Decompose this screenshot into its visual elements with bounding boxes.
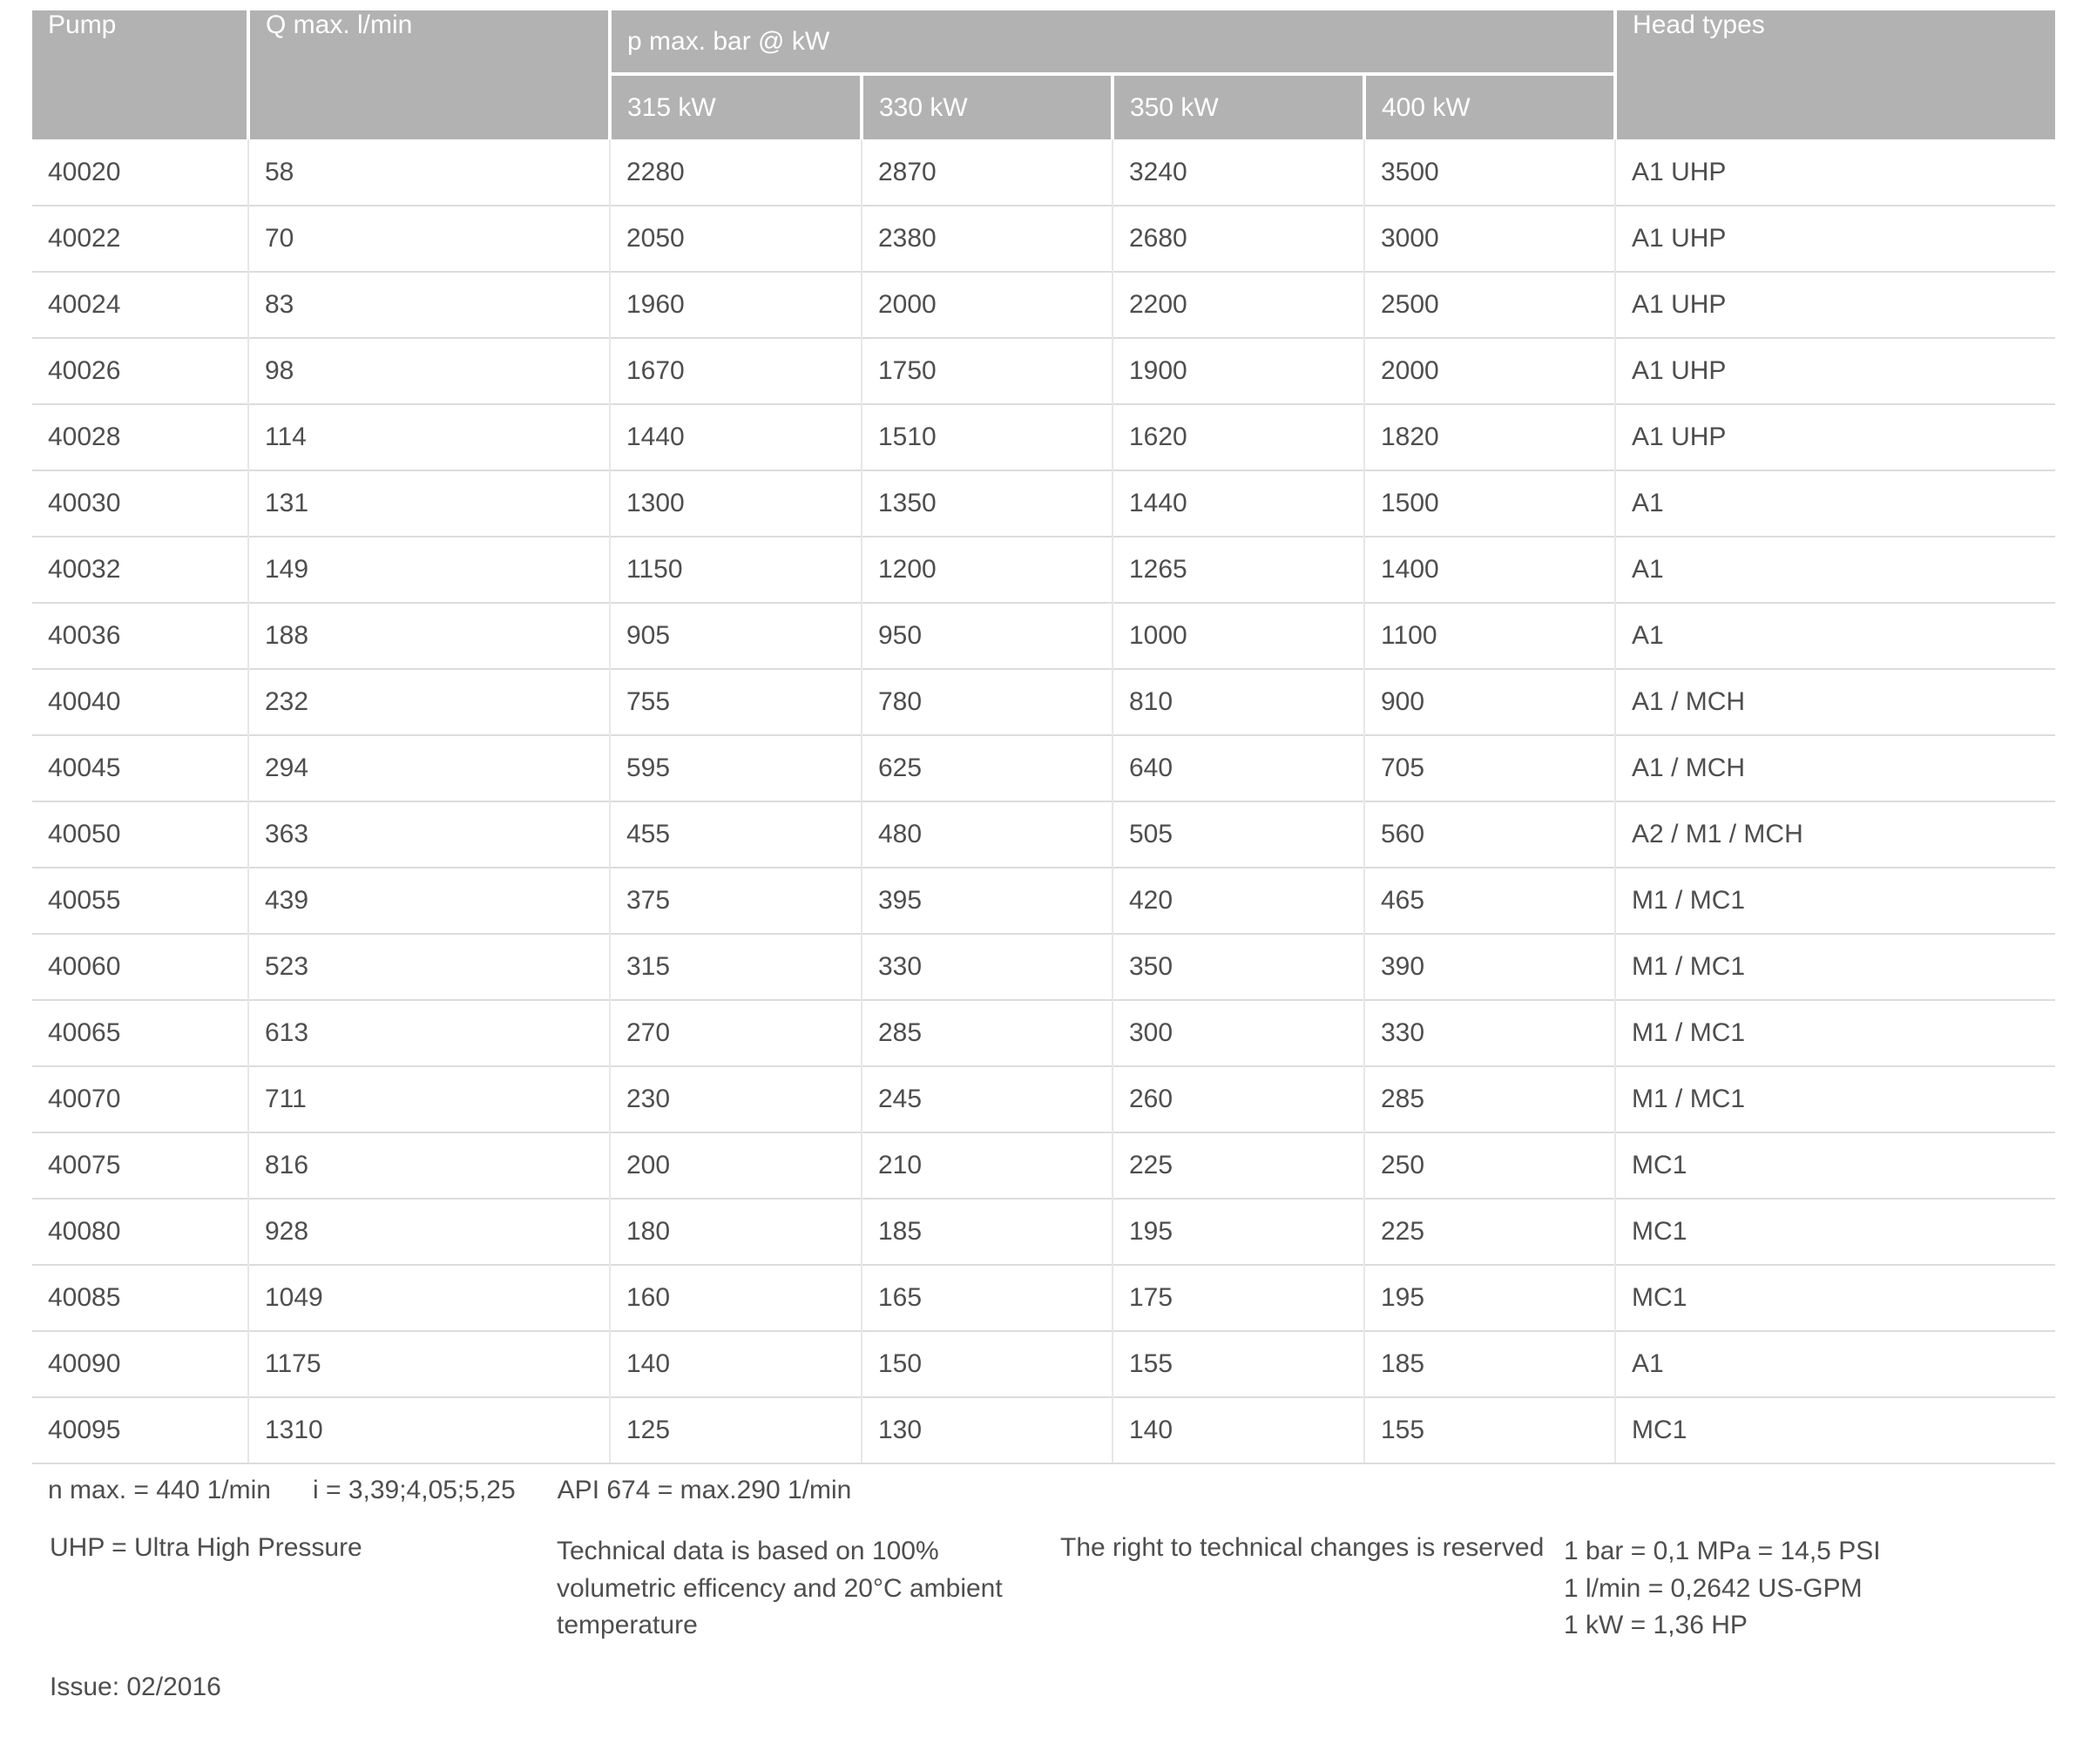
cell-p315: 1960 (610, 272, 862, 338)
cell-head: A1 (1615, 537, 2055, 603)
cell-p350: 640 (1113, 735, 1364, 801)
cell-pump: 40070 (32, 1066, 248, 1132)
footnote-conversion-kw: 1 kW = 1,36 HP (1564, 1611, 1748, 1640)
cell-p400: 195 (1364, 1265, 1615, 1331)
cell-p350: 225 (1113, 1132, 1364, 1199)
cell-p400: 390 (1364, 934, 1615, 1000)
cell-p315: 905 (610, 603, 862, 669)
cell-p350: 155 (1113, 1331, 1364, 1397)
column-header-330kw: 330 kW (862, 74, 1113, 139)
cell-p330: 130 (862, 1397, 1113, 1463)
cell-p350: 140 (1113, 1397, 1364, 1463)
cell-pump: 40080 (32, 1199, 248, 1265)
cell-qmax: 149 (248, 537, 610, 603)
cell-p330: 625 (862, 735, 1113, 801)
cell-p330: 780 (862, 669, 1113, 735)
table-header (32, 10, 2055, 139)
table-row (32, 1199, 2055, 1265)
column-header-315kw: 315 kW (610, 74, 862, 139)
cell-p350: 2200 (1113, 272, 1364, 338)
cell-qmax: 613 (248, 1000, 610, 1066)
cell-p400: 1400 (1364, 537, 1615, 603)
cell-pump: 40045 (32, 735, 248, 801)
cell-p315: 180 (610, 1199, 862, 1265)
cell-p330: 285 (862, 1000, 1113, 1066)
cell-qmax: 114 (248, 404, 610, 470)
table-row (32, 735, 2055, 801)
cell-p315: 160 (610, 1265, 862, 1331)
cell-p350: 1000 (1113, 603, 1364, 669)
cell-p315: 125 (610, 1397, 862, 1463)
cell-p315: 455 (610, 801, 862, 868)
table-row (32, 603, 2055, 669)
cell-p315: 200 (610, 1132, 862, 1199)
cell-p350: 300 (1113, 1000, 1364, 1066)
cell-pump: 40075 (32, 1132, 248, 1199)
cell-p330: 150 (862, 1331, 1113, 1397)
cell-qmax: 232 (248, 669, 610, 735)
table-row (32, 470, 2055, 537)
cell-p315: 375 (610, 868, 862, 934)
cell-head: A1 (1615, 470, 2055, 537)
cell-p350: 1620 (1113, 404, 1364, 470)
cell-p330: 1510 (862, 404, 1113, 470)
cell-p315: 315 (610, 934, 862, 1000)
column-header-pump: Pump (32, 10, 248, 139)
footnote-nmax: n max. = 440 1/min (48, 1476, 271, 1504)
cell-p350: 175 (1113, 1265, 1364, 1331)
cell-pump: 40060 (32, 934, 248, 1000)
cell-p400: 1100 (1364, 603, 1615, 669)
cell-pump: 40022 (32, 206, 248, 272)
column-header-head-types: Head types (1615, 10, 2055, 139)
cell-head: MC1 (1615, 1199, 2055, 1265)
cell-qmax: 1049 (248, 1265, 610, 1331)
table-row (32, 139, 2055, 206)
footnote-conversions (1564, 1533, 1881, 1645)
table-row (32, 206, 2055, 272)
cell-head: A1 (1615, 603, 2055, 669)
cell-p330: 1750 (862, 338, 1113, 404)
cell-p330: 185 (862, 1199, 1113, 1265)
table-row (32, 868, 2055, 934)
cell-p350: 2680 (1113, 206, 1364, 272)
cell-pump: 40036 (32, 603, 248, 669)
cell-pump: 40065 (32, 1000, 248, 1066)
table-row (32, 934, 2055, 1000)
cell-pump: 40030 (32, 470, 248, 537)
cell-head: A1 UHP (1632, 157, 1727, 186)
footnote-ratio: i = 3,39;4,05;5,25 (312, 1476, 516, 1504)
cell-pump: 40085 (32, 1265, 248, 1331)
cell-qmax: 1175 (248, 1331, 610, 1397)
footnote-uhp: UHP = Ultra High Pressure (50, 1533, 362, 1562)
cell-head: A1 UHP (1615, 206, 2055, 272)
cell-qmax: 928 (248, 1199, 610, 1265)
cell-pump: 40090 (32, 1331, 248, 1397)
table-row (32, 272, 2055, 338)
cell-p400: 900 (1364, 669, 1615, 735)
cell-qmax: 439 (248, 868, 610, 934)
cell-p330: 165 (862, 1265, 1113, 1331)
table-row (32, 801, 2055, 868)
footnote-api: API 674 = max.290 1/min (557, 1476, 852, 1504)
cell-head: M1 / MC1 (1615, 1066, 2055, 1132)
footnotes-section (32, 1463, 2055, 1764)
cell-head: M1 / MC1 (1615, 868, 2055, 934)
cell-head: MC1 (1615, 1265, 2055, 1331)
cell-head: A1 UHP (1615, 338, 2055, 404)
cell-pump: 40050 (32, 801, 248, 868)
cell-p400: 330 (1364, 1000, 1615, 1066)
table-row (32, 1397, 2055, 1463)
cell-p330: 1350 (862, 470, 1113, 537)
cell-p330: 950 (862, 603, 1113, 669)
cell-p315: 140 (610, 1331, 862, 1397)
table-row (32, 1132, 2055, 1199)
cell-head: A1 UHP (1615, 404, 2055, 470)
pump-spec-table (32, 10, 2055, 1464)
cell-pump: 40026 (32, 338, 248, 404)
cell-p400: 250 (1364, 1132, 1615, 1199)
cell-p400: 465 (1364, 868, 1615, 934)
cell-qmax: 70 (248, 206, 610, 272)
cell-p315: 270 (610, 1000, 862, 1066)
cell-p315: 2280 (610, 139, 862, 206)
cell-p330: 245 (862, 1066, 1113, 1132)
cell-p330: 2380 (862, 206, 1113, 272)
cell-head: M1 / MC1 (1615, 1000, 2055, 1066)
footnote-technical-line2: volumetric efficency and 20°C ambient (557, 1573, 1003, 1603)
cell-p315: 230 (610, 1066, 862, 1132)
cell-p350: 260 (1113, 1066, 1364, 1132)
cell-p400: 185 (1364, 1331, 1615, 1397)
column-header-350kw: 350 kW (1113, 74, 1364, 139)
table-row (32, 1331, 2055, 1397)
table-body (32, 139, 2055, 1463)
cell-p350: 1440 (1113, 470, 1364, 537)
cell-head: A1 (1615, 1331, 2055, 1397)
cell-pump: 40055 (32, 868, 248, 934)
cell-head: A1 / MCH (1615, 735, 2055, 801)
cell-p400: 285 (1364, 1066, 1615, 1132)
cell-p400: 155 (1364, 1397, 1615, 1463)
cell-p330: 330 (862, 934, 1113, 1000)
cell-pump: 40020 (32, 139, 248, 206)
cell-head: M1 / MC1 (1615, 934, 2055, 1000)
column-header-qmax: Q max. l/min (248, 10, 610, 139)
cell-p315: 595 (610, 735, 862, 801)
cell-p350: 505 (1113, 801, 1364, 868)
cell-p350: 810 (1113, 669, 1364, 735)
cell-qmax: 363 (248, 801, 610, 868)
cell-qmax: 294 (248, 735, 610, 801)
cell-p330: 2000 (862, 272, 1113, 338)
cell-p350: 350 (1113, 934, 1364, 1000)
footnote-conversion-bar: 1 bar = 0,1 MPa = 14,5 PSI (1564, 1537, 1881, 1565)
cell-head: A1 / MCH (1615, 669, 2055, 735)
cell-head: A1 UHP (1615, 272, 2055, 338)
cell-p400: 2000 (1364, 338, 1615, 404)
cell-p400: 3000 (1364, 206, 1615, 272)
table-row (32, 404, 2055, 470)
cell-p350: 3240 (1113, 139, 1364, 206)
cell-pump: 40040 (32, 669, 248, 735)
cell-p400: 560 (1364, 801, 1615, 868)
cell-p330: 480 (862, 801, 1113, 868)
footnote-technical-line3: temperature (557, 1611, 698, 1640)
table-row (32, 669, 2055, 735)
table-row (32, 1000, 2055, 1066)
cell-head: MC1 (1615, 1397, 2055, 1463)
cell-p315: 1150 (610, 537, 862, 603)
cell-p400: 2500 (1364, 272, 1615, 338)
issue-label: Issue: 02/2016 (50, 1673, 221, 1701)
table-row (32, 1066, 2055, 1132)
cell-qmax: 816 (248, 1132, 610, 1199)
cell-p400: 1500 (1364, 470, 1615, 537)
cell-p315: 1670 (610, 338, 862, 404)
cell-qmax: 188 (248, 603, 610, 669)
column-header-400kw: 400 kW (1364, 74, 1615, 139)
cell-pump: 40024 (32, 272, 248, 338)
footnote-parameters-line (48, 1476, 851, 1505)
cell-qmax: 523 (248, 934, 610, 1000)
cell-qmax: 58 (248, 139, 610, 206)
cell-p400: 3500 (1364, 139, 1615, 206)
footnote-technical-line1: Technical data is based on 100% (557, 1537, 939, 1565)
cell-p350: 420 (1113, 868, 1364, 934)
table-row (32, 537, 2055, 603)
cell-p315: 1440 (610, 404, 862, 470)
footnote-conversion-lmin: 1 l/min = 0,2642 US-GPM (1564, 1573, 1863, 1603)
cell-qmax: 131 (248, 470, 610, 537)
cell-pump: 40095 (32, 1397, 248, 1463)
cell-qmax: 711 (248, 1066, 610, 1132)
cell-pump: 40028 (32, 404, 248, 470)
cell-p400: 1820 (1364, 404, 1615, 470)
cell-p330: 1200 (862, 537, 1113, 603)
cell-head: A2 / M1 / MCH (1615, 801, 2055, 868)
cell-p400: 225 (1364, 1199, 1615, 1265)
table-row (32, 338, 2055, 404)
cell-p315: 755 (610, 669, 862, 735)
cell-qmax: 83 (248, 272, 610, 338)
footnote-rights: The right to technical changes is reserved (1060, 1533, 1545, 1562)
cell-p330: 2870 (862, 139, 1113, 206)
cell-p315: 2050 (610, 206, 862, 272)
table-row (32, 1265, 2055, 1331)
column-header-pmax-group: p max. bar @ kW (610, 10, 1615, 74)
footnote-technical (557, 1533, 1079, 1645)
cell-qmax: 98 (248, 338, 610, 404)
cell-qmax: 1310 (248, 1397, 610, 1463)
cell-p400: 705 (1364, 735, 1615, 801)
cell-p350: 1265 (1113, 537, 1364, 603)
cell-p330: 395 (862, 868, 1113, 934)
cell-p330: 210 (862, 1132, 1113, 1199)
cell-p350: 195 (1113, 1199, 1364, 1265)
cell-p350: 1900 (1113, 338, 1364, 404)
cell-head: MC1 (1615, 1132, 2055, 1199)
cell-p315: 1300 (610, 470, 862, 537)
cell-pump: 40032 (32, 537, 248, 603)
